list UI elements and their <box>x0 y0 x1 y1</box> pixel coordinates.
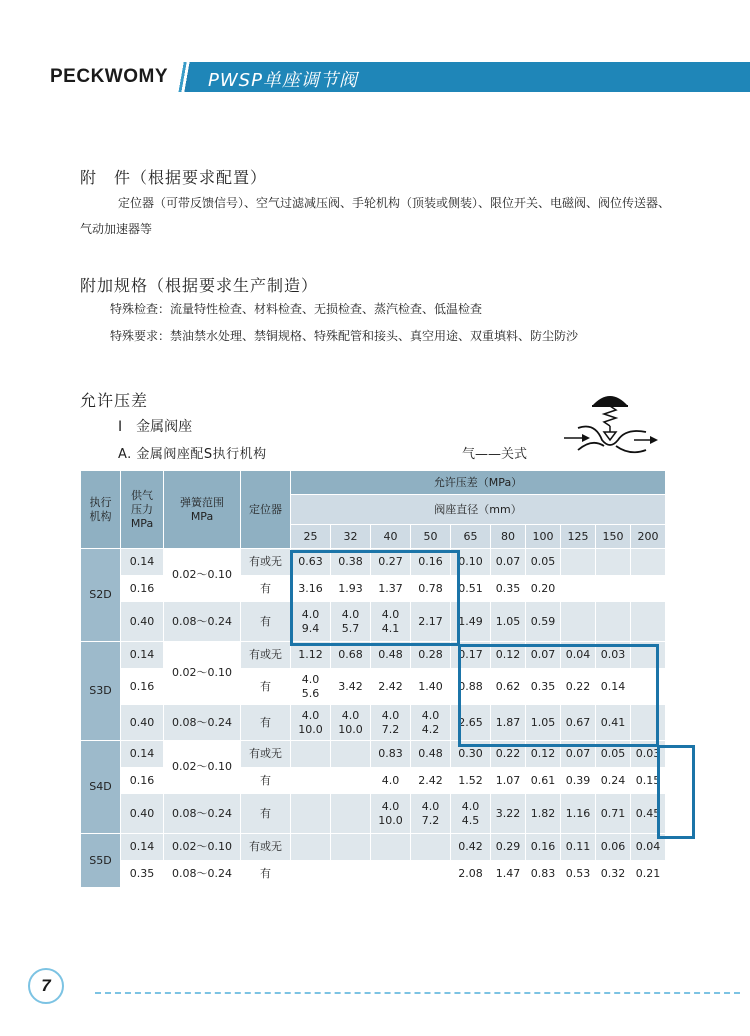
pressure-value-cell: 2.17 <box>411 602 451 642</box>
pressure-value-cell: 0.12 <box>491 642 526 669</box>
pressure-value-cell: 1.52 <box>451 768 491 794</box>
pressure-value-cell: 0.67 <box>561 705 596 741</box>
pressure-value-cell: 0.05 <box>526 549 561 576</box>
pressure-value-cell <box>291 861 331 888</box>
actuator-model: S3D <box>81 642 121 741</box>
pressure-value-cell: 3.22 <box>491 794 526 834</box>
valve-diagram-icon <box>560 388 660 463</box>
pressure-value-cell: 0.03 <box>596 642 631 669</box>
diameter-header: 32 <box>331 525 371 549</box>
pressure-value-cell: 4.0 7.2 <box>411 794 451 834</box>
pressure-value-cell: 1.37 <box>371 576 411 602</box>
diameter-header: 80 <box>491 525 526 549</box>
pressure-value-cell <box>631 602 666 642</box>
spring-range-cell: 0.02～0.10 <box>164 549 241 602</box>
supply-pressure-cell: 0.35 <box>121 861 164 888</box>
spring-range-cell: 0.08～0.24 <box>164 602 241 642</box>
diameter-header: 125 <box>561 525 596 549</box>
pressure-value-cell <box>371 861 411 888</box>
pressure-value-cell: 1.93 <box>331 576 371 602</box>
pressure-value-cell: 0.61 <box>526 768 561 794</box>
pressure-value-cell: 0.59 <box>526 602 561 642</box>
allowed-pressure-heading: 允许压差 <box>80 391 149 410</box>
spring-range-cell: 0.08～0.24 <box>164 861 241 888</box>
pressure-value-cell: 0.16 <box>411 549 451 576</box>
supply-pressure-cell: 0.16 <box>121 669 164 705</box>
pressure-value-cell: 2.08 <box>451 861 491 888</box>
pressure-value-cell <box>561 549 596 576</box>
pressure-value-cell: 0.88 <box>451 669 491 705</box>
highlight-box-s3d <box>458 644 659 747</box>
header-actuator: 执行 机构 <box>81 471 121 549</box>
pressure-value-cell <box>291 834 331 861</box>
pressure-value-cell: 0.04 <box>561 642 596 669</box>
pressure-value-cell: 0.17 <box>451 642 491 669</box>
header-allowed-pressure: 允许压差（MPa） <box>291 471 666 495</box>
diameter-header: 100 <box>526 525 561 549</box>
supply-pressure-cell: 0.16 <box>121 576 164 602</box>
footer-dashed-line <box>95 992 740 994</box>
pressure-value-cell <box>291 794 331 834</box>
pressure-value-cell: 0.22 <box>561 669 596 705</box>
pressure-value-cell <box>291 768 331 794</box>
pressure-value-cell: 1.05 <box>491 602 526 642</box>
pressure-value-cell: 4.0 4.5 <box>451 794 491 834</box>
pressure-value-cell: 4.0 9.4 <box>291 602 331 642</box>
positioner-cell: 有或无 <box>241 642 291 669</box>
pressure-value-cell: 0.22 <box>491 741 526 768</box>
positioner-cell: 有 <box>241 705 291 741</box>
positioner-cell: 有或无 <box>241 834 291 861</box>
highlight-box-s4d <box>657 745 695 839</box>
pressure-value-cell: 0.03 <box>631 741 666 768</box>
positioner-cell: 有或无 <box>241 741 291 768</box>
pressure-value-cell: 0.07 <box>561 741 596 768</box>
pressure-value-cell <box>331 861 371 888</box>
header-spring: 弹簧范围 MPa <box>164 471 241 549</box>
pressure-value-cell <box>331 741 371 768</box>
pressure-value-cell <box>596 549 631 576</box>
spring-range-cell: 0.02～0.10 <box>164 834 241 861</box>
pressure-value-cell: 4.0 4.1 <box>371 602 411 642</box>
pressure-value-cell: 0.83 <box>371 741 411 768</box>
extra-spec-heading: 附加规格（根据要求生产制造） <box>80 276 319 295</box>
positioner-cell: 有或无 <box>241 549 291 576</box>
positioner-cell: 有 <box>241 669 291 705</box>
pressure-value-cell: 4.0 7.2 <box>371 705 411 741</box>
pressure-value-cell <box>411 834 451 861</box>
special-check-text: 特殊检查：流量特性检查、材料检查、无损检查、蒸汽检查、低温检查 <box>110 302 483 316</box>
pressure-value-cell: 0.11 <box>561 834 596 861</box>
positioner-cell: 有 <box>241 576 291 602</box>
pressure-value-cell: 1.47 <box>491 861 526 888</box>
pressure-value-cell <box>291 741 331 768</box>
diameter-header: 40 <box>371 525 411 549</box>
pressure-value-cell: 0.14 <box>596 669 631 705</box>
pressure-value-cell: 0.38 <box>331 549 371 576</box>
pressure-value-cell: 0.07 <box>526 642 561 669</box>
supply-pressure-cell: 0.40 <box>121 602 164 642</box>
pressure-value-cell: 0.04 <box>631 834 666 861</box>
metal-seat-subheading: Ⅰ 金属阀座 <box>118 419 193 435</box>
pressure-value-cell: 0.06 <box>596 834 631 861</box>
diameter-header: 65 <box>451 525 491 549</box>
supply-pressure-cell: 0.14 <box>121 549 164 576</box>
positioner-cell: 有 <box>241 768 291 794</box>
table-row <box>81 861 666 888</box>
pressure-value-cell: 1.12 <box>291 642 331 669</box>
pressure-value-cell: 0.39 <box>561 768 596 794</box>
pressure-value-cell: 1.82 <box>526 794 561 834</box>
pressure-value-cell: 0.48 <box>371 642 411 669</box>
pressure-value-cell: 0.12 <box>526 741 561 768</box>
supply-pressure-cell: 0.16 <box>121 768 164 794</box>
page-title: PWSP单座调节阀 <box>208 70 358 91</box>
supply-pressure-cell: 0.40 <box>121 794 164 834</box>
pressure-value-cell <box>331 794 371 834</box>
pressure-value-cell <box>631 549 666 576</box>
pressure-value-cell <box>331 834 371 861</box>
pressure-value-cell <box>596 602 631 642</box>
pressure-value-cell <box>596 576 631 602</box>
pressure-value-cell: 0.42 <box>451 834 491 861</box>
pressure-value-cell: 0.15 <box>631 768 666 794</box>
table-row <box>81 794 666 834</box>
pressure-value-cell: 1.16 <box>561 794 596 834</box>
actuator-model: S2D <box>81 549 121 642</box>
supply-pressure-cell: 0.40 <box>121 705 164 741</box>
pressure-value-cell: 1.07 <box>491 768 526 794</box>
highlight-box-s2d <box>290 550 460 646</box>
page-header <box>0 62 750 92</box>
pressure-value-cell: 0.45 <box>631 794 666 834</box>
pressure-value-cell: 0.21 <box>631 861 666 888</box>
pressure-value-cell: 2.42 <box>411 768 451 794</box>
pressure-value-cell: 0.62 <box>491 669 526 705</box>
page-number: 7 <box>28 968 64 1004</box>
actuator-subheading: A. 金属阀座配S执行机构 <box>118 447 267 462</box>
accessories-heading: 附 件（根据要求配置） <box>80 168 268 187</box>
pressure-value-cell: 4.0 5.6 <box>291 669 331 705</box>
pressure-value-cell: 4.0 5.7 <box>331 602 371 642</box>
title-band <box>190 62 750 92</box>
pressure-value-cell: 3.42 <box>331 669 371 705</box>
header-supply: 供气 压力 MPa <box>121 471 164 549</box>
pressure-value-cell: 0.30 <box>451 741 491 768</box>
pressure-value-cell: 4.0 10.0 <box>331 705 371 741</box>
positioner-cell: 有 <box>241 861 291 888</box>
supply-pressure-cell: 0.14 <box>121 741 164 768</box>
pressure-value-cell: 2.42 <box>371 669 411 705</box>
special-require-text: 特殊要求：禁油禁水处理、禁铜规格、特殊配管和接头、真空用途、双重填料、防尘防沙 <box>110 329 579 343</box>
pressure-value-cell: 1.49 <box>451 602 491 642</box>
pressure-value-cell: 1.40 <box>411 669 451 705</box>
pressure-value-cell: 2.65 <box>451 705 491 741</box>
pressure-value-cell <box>561 602 596 642</box>
pressure-value-cell: 0.53 <box>561 861 596 888</box>
accessories-line-1: 定位器（可带反馈信号）、空气过滤减压阀、手轮机构（顶装或侧装）、限位开关、电磁阀、阀位传送器、 <box>118 196 671 210</box>
pressure-value-cell: 0.78 <box>411 576 451 602</box>
pressure-value-cell: 1.05 <box>526 705 561 741</box>
pressure-value-cell: 4.0 10.0 <box>291 705 331 741</box>
diameter-header: 150 <box>596 525 631 549</box>
pressure-value-cell: 0.20 <box>526 576 561 602</box>
pressure-value-cell: 0.63 <box>291 549 331 576</box>
pressure-value-cell: 0.05 <box>596 741 631 768</box>
air-to-close-label: 气——关式 <box>462 447 528 462</box>
supply-pressure-cell: 0.14 <box>121 834 164 861</box>
pressure-value-cell: 0.28 <box>411 642 451 669</box>
table-row <box>81 834 666 861</box>
pressure-value-cell: 0.41 <box>596 705 631 741</box>
pressure-value-cell: 4.0 4.2 <box>411 705 451 741</box>
spring-range-cell: 0.02～0.10 <box>164 642 241 705</box>
pressure-value-cell: 0.51 <box>451 576 491 602</box>
pressure-value-cell <box>631 576 666 602</box>
actuator-model: S4D <box>81 741 121 834</box>
brand-logo: PECKWOMY <box>50 66 168 87</box>
actuator-model: S5D <box>81 834 121 888</box>
pressure-value-cell: 0.35 <box>526 669 561 705</box>
header-positioner: 定位器 <box>241 471 291 549</box>
pressure-value-cell: 1.87 <box>491 705 526 741</box>
pressure-value-cell: 0.32 <box>596 861 631 888</box>
header-seat-diameter: 阀座直径（mm） <box>291 495 666 525</box>
spring-range-cell: 0.02～0.10 <box>164 741 241 794</box>
pressure-value-cell: 0.24 <box>596 768 631 794</box>
pressure-value-cell: 0.71 <box>596 794 631 834</box>
positioner-cell: 有 <box>241 794 291 834</box>
pressure-value-cell: 0.27 <box>371 549 411 576</box>
pressure-value-cell: 0.16 <box>526 834 561 861</box>
positioner-cell: 有 <box>241 602 291 642</box>
pressure-value-cell: 4.0 10.0 <box>371 794 411 834</box>
pressure-value-cell: 0.35 <box>491 576 526 602</box>
pressure-value-cell: 0.29 <box>491 834 526 861</box>
pressure-value-cell <box>371 834 411 861</box>
accessories-line-2: 气动加速器等 <box>80 222 153 236</box>
pressure-value-cell: 0.68 <box>331 642 371 669</box>
spring-range-cell: 0.08～0.24 <box>164 794 241 834</box>
supply-pressure-cell: 0.14 <box>121 642 164 669</box>
pressure-value-cell: 0.48 <box>411 741 451 768</box>
pressure-value-cell: 4.0 <box>371 768 411 794</box>
diameter-header: 200 <box>631 525 666 549</box>
spring-range-cell: 0.08～0.24 <box>164 705 241 741</box>
diameter-header: 50 <box>411 525 451 549</box>
pressure-value-cell: 0.10 <box>451 549 491 576</box>
diameter-header: 25 <box>291 525 331 549</box>
pressure-value-cell: 0.07 <box>491 549 526 576</box>
pressure-value-cell: 3.16 <box>291 576 331 602</box>
pressure-value-cell: 0.83 <box>526 861 561 888</box>
pressure-value-cell <box>411 861 451 888</box>
pressure-value-cell <box>561 576 596 602</box>
pressure-value-cell <box>331 768 371 794</box>
